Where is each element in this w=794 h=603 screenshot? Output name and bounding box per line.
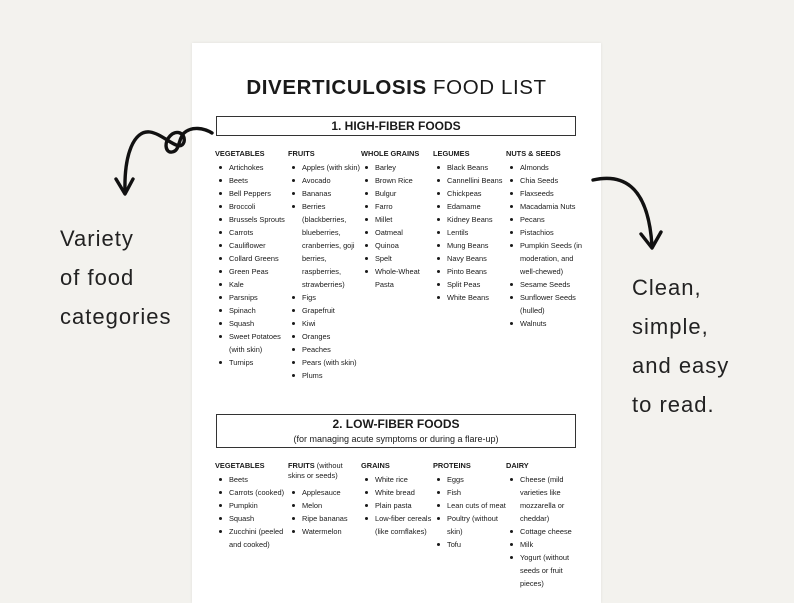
list-item: Watermelon bbox=[288, 525, 360, 538]
curly-arrow-icon bbox=[108, 124, 214, 204]
list-item: Grapefruit bbox=[288, 304, 366, 317]
column-heading: DAIRY bbox=[506, 461, 529, 470]
section-high-fiber-header bbox=[216, 116, 576, 136]
column-heading: PROTEINS bbox=[433, 461, 471, 470]
list-item: Sunflower Seeds (hulled) bbox=[506, 291, 586, 317]
list-item: Brussels Sprouts bbox=[215, 213, 291, 226]
list-item: Artichokes bbox=[215, 161, 291, 174]
list-item: Sesame Seeds bbox=[506, 278, 586, 291]
list-item: Chia Seeds bbox=[506, 174, 586, 187]
list-item: Pears (with skin) bbox=[288, 356, 366, 369]
curved-arrow-icon bbox=[590, 170, 670, 254]
list-item: Bananas bbox=[288, 187, 366, 200]
item-list bbox=[215, 161, 291, 369]
list-item: Beets bbox=[215, 174, 291, 187]
column-vegetables bbox=[215, 149, 291, 369]
list-item: Navy Beans bbox=[433, 252, 509, 265]
column-vegetables bbox=[215, 461, 291, 551]
item-list bbox=[506, 473, 580, 590]
list-item: Fish bbox=[433, 486, 507, 499]
list-item: Oranges bbox=[288, 330, 366, 343]
list-item: Spinach bbox=[215, 304, 291, 317]
column-proteins bbox=[433, 461, 507, 551]
column-legumes bbox=[433, 149, 509, 304]
document-page bbox=[192, 43, 601, 603]
list-item: Walnuts bbox=[506, 317, 586, 330]
list-item: Black Beans bbox=[433, 161, 509, 174]
list-item: White bread bbox=[361, 486, 433, 499]
list-item: Cannellini Beans bbox=[433, 174, 509, 187]
list-item: Bulgur bbox=[361, 187, 433, 200]
column-nuts-seeds bbox=[506, 149, 586, 330]
list-item: Split Peas bbox=[433, 278, 509, 291]
list-item: Lean cuts of meat bbox=[433, 499, 507, 512]
list-item: Zucchini (peeled and cooked) bbox=[215, 525, 291, 551]
annotation-line: simple, bbox=[632, 314, 709, 339]
list-item: Plums bbox=[288, 369, 366, 382]
list-item: Carrots (cooked) bbox=[215, 486, 291, 499]
list-item: Berries (blackberries, blueberries, cranberries, goji berries, raspberries, strawberries) bbox=[288, 200, 366, 291]
item-list bbox=[361, 161, 433, 291]
list-item: Peaches bbox=[288, 343, 366, 356]
column-fruits bbox=[288, 461, 360, 538]
section-low-fiber-header bbox=[216, 414, 576, 448]
section-subtitle: (for managing acute symptoms or during a flare-up) bbox=[293, 434, 499, 444]
annotation-line: to read. bbox=[632, 392, 715, 417]
list-item: Avocado bbox=[288, 174, 366, 187]
list-item: Figs bbox=[288, 291, 366, 304]
list-item: Parsnips bbox=[215, 291, 291, 304]
list-item: Almonds bbox=[506, 161, 586, 174]
list-item: Millet bbox=[361, 213, 433, 226]
annotation-left bbox=[60, 219, 200, 336]
list-item: Edamame bbox=[433, 200, 509, 213]
list-item: Melon bbox=[288, 499, 360, 512]
list-item: Kidney Beans bbox=[433, 213, 509, 226]
title-rest: FOOD LIST bbox=[426, 76, 547, 99]
column-heading bbox=[288, 461, 360, 486]
list-item: Carrots bbox=[215, 226, 291, 239]
item-list bbox=[433, 161, 509, 304]
list-item: Broccoli bbox=[215, 200, 291, 213]
list-item: Low-fiber cereals (like cornflakes) bbox=[361, 512, 433, 538]
list-item: Yogurt (without seeds or fruit pieces) bbox=[506, 551, 580, 590]
list-item: Oatmeal bbox=[361, 226, 433, 239]
list-item: Beets bbox=[215, 473, 291, 486]
list-item: White Beans bbox=[433, 291, 509, 304]
annotation-line: and easy bbox=[632, 353, 730, 378]
item-list bbox=[433, 473, 507, 551]
column-dairy bbox=[506, 461, 580, 590]
item-list bbox=[361, 473, 433, 538]
list-item: Kiwi bbox=[288, 317, 366, 330]
list-item: Sweet Potatoes (with skin) bbox=[215, 330, 291, 356]
list-item: Cheese (mild varieties like mozzarella or cheddar) bbox=[506, 473, 580, 525]
annotation-line: Clean, bbox=[632, 275, 702, 300]
column-heading-note: (without skins or seeds) bbox=[288, 461, 343, 480]
list-item: Milk bbox=[506, 538, 580, 551]
page-title bbox=[192, 76, 601, 100]
list-item: Brown Rice bbox=[361, 174, 433, 187]
title-bold: DIVERTICULOSIS bbox=[246, 76, 427, 99]
list-item: Barley bbox=[361, 161, 433, 174]
list-item: Squash bbox=[215, 512, 291, 525]
list-item: Applesauce bbox=[288, 486, 360, 499]
annotation-line: Variety bbox=[60, 226, 134, 251]
column-heading-bold: FRUITS bbox=[288, 461, 315, 470]
item-list bbox=[506, 161, 586, 330]
column-heading: GRAINS bbox=[361, 461, 390, 470]
item-list bbox=[288, 161, 366, 382]
column-grains bbox=[361, 461, 433, 538]
column-whole-grains bbox=[361, 149, 433, 291]
column-heading: VEGETABLES bbox=[215, 149, 265, 158]
list-item: Turnips bbox=[215, 356, 291, 369]
list-item: Plain pasta bbox=[361, 499, 433, 512]
annotation-line: categories bbox=[60, 304, 172, 329]
list-item: Apples (with skin) bbox=[288, 161, 366, 174]
annotation-right bbox=[632, 268, 782, 424]
list-item: Tofu bbox=[433, 538, 507, 551]
list-item: Pumpkin Seeds (in moderation, and well-chewed) bbox=[506, 239, 586, 278]
list-item: Kale bbox=[215, 278, 291, 291]
column-heading: VEGETABLES bbox=[215, 461, 265, 470]
annotation-line: of food bbox=[60, 265, 135, 290]
column-heading: WHOLE GRAINS bbox=[361, 149, 420, 158]
list-item: Green Peas bbox=[215, 265, 291, 278]
section-title: 2. LOW-FIBER FOODS bbox=[332, 417, 460, 431]
list-item: Mung Beans bbox=[433, 239, 509, 252]
list-item: Pumpkin bbox=[215, 499, 291, 512]
list-item: Whole-Wheat Pasta bbox=[361, 265, 433, 291]
item-list bbox=[288, 486, 360, 538]
list-item: Lentils bbox=[433, 226, 509, 239]
list-item: Flaxseeds bbox=[506, 187, 586, 200]
list-item: Pinto Beans bbox=[433, 265, 509, 278]
list-item: Spelt bbox=[361, 252, 433, 265]
list-item: Farro bbox=[361, 200, 433, 213]
list-item: Bell Peppers bbox=[215, 187, 291, 200]
list-item: Pecans bbox=[506, 213, 586, 226]
section-title: 1. HIGH-FIBER FOODS bbox=[331, 119, 461, 133]
item-list bbox=[215, 473, 291, 551]
list-item: White rice bbox=[361, 473, 433, 486]
list-item: Macadamia Nuts bbox=[506, 200, 586, 213]
list-item: Poultry (without skin) bbox=[433, 512, 507, 538]
list-item: Pistachios bbox=[506, 226, 586, 239]
list-item: Ripe bananas bbox=[288, 512, 360, 525]
column-heading: FRUITS bbox=[288, 149, 315, 158]
list-item: Quinoa bbox=[361, 239, 433, 252]
list-item: Cottage cheese bbox=[506, 525, 580, 538]
list-item: Eggs bbox=[433, 473, 507, 486]
column-heading: LEGUMES bbox=[433, 149, 470, 158]
column-heading: NUTS & SEEDS bbox=[506, 149, 561, 158]
list-item: Cauliflower bbox=[215, 239, 291, 252]
list-item: Collard Greens bbox=[215, 252, 291, 265]
column-fruits bbox=[288, 149, 366, 382]
list-item: Chickpeas bbox=[433, 187, 509, 200]
list-item: Squash bbox=[215, 317, 291, 330]
